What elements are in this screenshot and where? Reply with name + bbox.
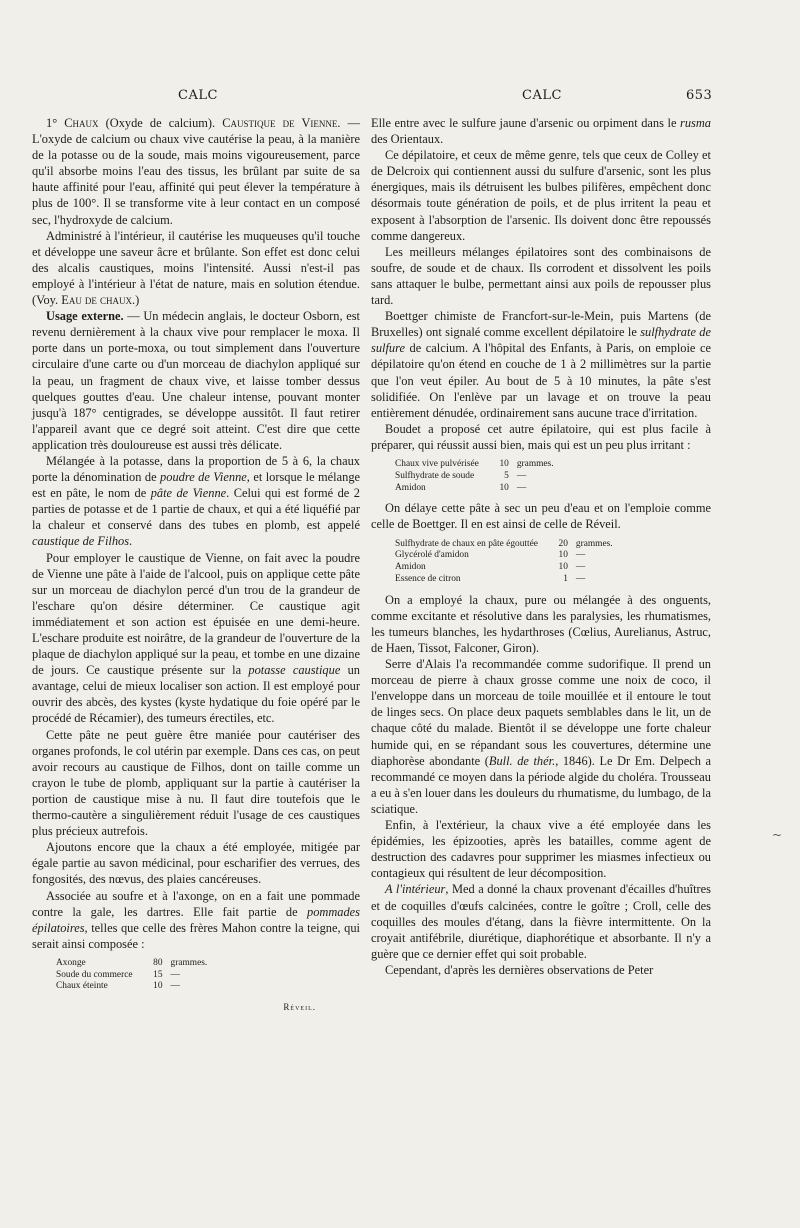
recipe-row: Glycérolé d'amidon 10 —	[395, 550, 586, 561]
paragraph: Cette pâte ne peut guère être maniée pour cautériser des organes profonds, le col utérin par exemple. Dans ces cas, on peut avoir recours au caustique de Filhos, dont on taille comme un crayon le tube de plomb, appliquant sur la partie à cautériser la portion de caustique mise à nu. Il faut dire toutefois que le thermo-cautère a singulièrement réduit l'usage de ces caustiques plus précieux autrefois.	[32, 727, 360, 839]
paragraph: Administré à l'intérieur, il cautérise les muqueuses qu'il touche et développe une saveur âcre et brûlante. Son effet est donc celui des alcalis caustiques, moins l'intensité. Aussi n'est-il pas employé à l'intérieur à l'état de nature, mais en solution étendue. (Voy. Eau de chaux.)	[32, 228, 360, 308]
paragraph: Cependant, d'après les dernières observations de Peter	[385, 962, 654, 977]
paragraph: Mélangée à la potasse, dans la proportion de 5 à 6, la chaux porte la dénomination de poudre de Vienne, et lorsque le mélange est en pâte, le nom de pâte de Vienne. Celui qui est formé de 2 parties de potasse et de 1 partie de chaux, et qui a été liquéfié par la chaleur et conservé dans des tubes en plomb, est appelé caustique de Filhos.	[32, 453, 361, 549]
paragraph: Les meilleurs mélanges épilatoires sont des combinaisons de soufre, de soude et de chaux. Ils corrodent et dissolvent les poils sans attaquer le bulbe, permettant ainsi aux poils de repousser plus tard.	[371, 244, 711, 308]
recipe-source: Réveil.	[283, 1002, 316, 1013]
paragraph: Associée au soufre et à l'axonge, on en a fait une pommade contre la gale, les dartres. Elle fait partie de pommades épilatoires, telles que celle des frères Mahon contre la teigne, qui serait ainsi composée :	[32, 888, 360, 951]
cross-reference: Eau de chaux	[61, 293, 133, 308]
paragraph: Ajoutons encore que la chaux a été employée, mitigée par égale partie au savon médicinal, pour escharifier des verrues, des fongosités, des nœvus, des plaies cancéreuses.	[32, 840, 360, 887]
entry-term: Caustique de Vienne.	[222, 116, 341, 130]
recipe-row: Sulfhydrate de chaux en pâte égouttée 20 grammes.	[395, 538, 613, 549]
recipe-row: Sulfhydrate de soude 5 —	[395, 470, 527, 481]
entry-term: Chaux	[64, 116, 99, 130]
left-column	[32, 115, 360, 1015]
margin-mark: ~	[772, 828, 783, 842]
paragraph: Ce dépilatoire, et ceux de même genre, tels que ceux de Colley et de Delcroix qui contiennent aussi du sulfure d'arsenic, sont les plus énergiques, mais ils détruisent les bulbes pilifères, empêchent donc désormais toute génération de poils, et de plus irritent la peau et exposent à l'absorption de l'arsenic. Ils doivent donc être repoussés comme dangereux.	[371, 148, 711, 243]
section-heading: Usage externe.	[46, 309, 124, 324]
recipe-row: Soude du commerce 15 —	[56, 969, 180, 980]
page-number: 653	[686, 88, 713, 103]
recipe-row: Amidon 10 —	[395, 562, 586, 573]
recipe-table	[395, 459, 554, 494]
running-head-left: CALC	[178, 88, 218, 103]
recipe-row: Chaux éteinte 10 —	[56, 981, 180, 992]
recipe-row: Axonge 80 grammes.	[56, 957, 208, 968]
paragraph: Pour employer le caustique de Vienne, on fait avec la poudre de Vienne une pâte à l'aide de l'alcool, puis on applique cette pâte sur un morceau de diachylon percé d'un trou de la grandeur de l'eschare qu'on désire déterminer. Ce caustique agit immédiatement et son action est épuisée en une demi-heure. L'eschare produite est noirâtre, de la grandeur de l'ouverture de la plaque de diachylon appliqué sur la peau, et tombe en une dizaine de jours. Ce caustique présente sur la potasse caustique un avantage, celui de mieux localiser son action. Il est employé pour ouvrir des abcès, des kystes (kyste hydatique du foie opéré par le procédé de Récamier), des tumeurs érectiles, etc.	[32, 550, 360, 726]
paragraph: A l'intérieur, Med a donné la chaux provenant d'écailles d'huîtres et de coquilles d'œufs calcinées, contre le goître ; Croll, celle des coquilles des moules d'étang, dans la fièvre intermittente. On la croyait antifébrile, diurétique, diaphorétique et absorbante. Il n'y a guère que ce dernier effet qui soit probable.	[371, 882, 711, 961]
paragraph: Usage externe. — Un médecin anglais, le docteur Osborn, est revenu dernièrement à la chaux vive pour remplacer le moxa. Il porte dans un porte-moxa, ou tout simplement dans l'ouverture circulaire d'une carte ou d'un morceau de diachylon appliqué sur la peau, un fragment de chaux vive, et laisse tomber dessus quelques gouttes d'eau. Une chaleur intense, pouvant monter jusqu'à 187° centigrades, se développe aussitôt. Il faut retirer l'appareil avant que ce degré soit atteint. C'est dire que cette application très douloureuse est aussi très délicate.	[32, 309, 360, 452]
paragraph: On a employé la chaux, pure ou mélangée à des onguents, comme excitante et résolutive dans les paralysies, les rhumatismes, les tumeurs blanches, les hydarthroses (Cœlius, Aurelianus, Astruc, de Haen, Tissot, Falconer, Giron).	[371, 592, 711, 656]
paragraph: Boudet a proposé cet autre épilatoire, qui est plus facile à préparer, qui réussit aussi bien, mais qui est un peu plus irritant :	[371, 421, 711, 452]
paragraph: Enfin, à l'extérieur, la chaux vive a été employée dans les épidémies, les épizooties, après les batailles, comme agent de destruction des cadavres pour supprimer les miasmes infectieux ou contagieux qui résultent de leur décomposition.	[371, 818, 711, 881]
recipe-table	[56, 958, 207, 993]
paragraph: Serre d'Alais l'a recommandée comme sudorifique. Il prend un morceau de pierre à chaux grosse comme une noix de coco, il l'enveloppe dans un morceau de toile mouillée et il entoure le tout de linges secs. On place deux paquets semblables dans le lit, un de chaque côté du malade. Bientôt il se développe une forte chaleur humide qui, en se répandant sous les couvertures, détermine une diaphorèse abondante (Bull. de thér., 1846). Le Dr Em. Delpech a recommandé ce moyen dans la période algide du choléra. Trousseau a eu à s'en louer dans les douleurs du rhumatisme, du lumbago, de la sciatique.	[371, 657, 711, 816]
recipe-row: Essence de citron 1 —	[395, 573, 586, 584]
right-column	[371, 115, 711, 978]
paragraph: On délaye cette pâte à sec un peu d'eau et on l'emploie comme celle de Boettger. Il en est ainsi de celle de Réveil.	[371, 501, 711, 532]
paragraph: Elle entre avec le sulfure jaune d'arsenic ou orpiment dans le rusma des Orientaux.	[371, 116, 711, 147]
recipe-row: Amidon 10 —	[395, 482, 527, 493]
recipe-row: Chaux vive pulvérisée 10 grammes.	[395, 458, 554, 469]
paragraph: Boettger chimiste de Francfort-sur-le-Mein, puis Martens (de Bruxelles) ont signalé comme excellent dépilatoire le sulfhydrate de sulfure de calcium. A l'hôpital des Enfants, à Paris, on emploie ce dépilatoire qu'on étend en couche de 1 à 2 millimètres sur la partie que l'on veut épiler. Au bout de 5 à 10 minutes, la pâte s'est solidifiée. On l'enlève par un lavage et on trouve la peau entièrement dénudée, ordinairement sans aucune trace d'irritation.	[371, 309, 711, 420]
paragraph: 1° Chaux (Oxyde de calcium). Caustique de Vienne. — L'oxyde de calcium ou chaux vive cautérise la peau, à la manière de la potasse ou de la soude, mais moins vigoureusement, parce qu'il absorbe moins l'eau des tissus, les brûlant par suite de sa haute affinité pour l'eau, affinité qui peut élever la température à plus de 100°. Il se transforme vite à leur contact en un composé sec, l'hydroxyde de calcium.	[32, 116, 361, 227]
recipe-table	[395, 539, 613, 586]
running-head-center: CALC	[522, 88, 562, 103]
